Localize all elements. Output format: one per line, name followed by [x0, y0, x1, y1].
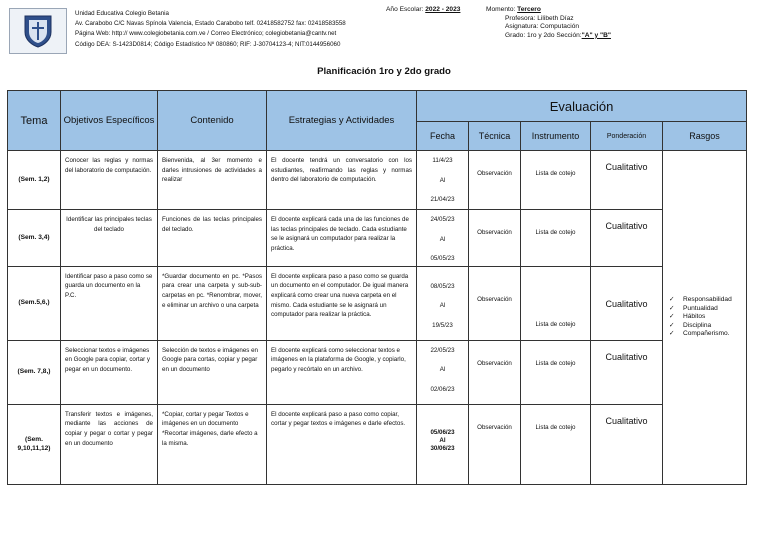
fecha-inicio: 24/05/23 [430, 216, 455, 223]
fecha-inicio: 08/05/23 [430, 282, 455, 290]
tema-cell: (Sem. 3,4) [8, 210, 61, 267]
check-icon: ✓ [669, 296, 675, 304]
check-icon: ✓ [669, 330, 675, 337]
course-info [486, 6, 611, 40]
rasgo-label: Compañerismo. [683, 330, 730, 337]
table-row [8, 151, 747, 210]
check-icon: ✓ [669, 321, 675, 329]
fecha-inicio: 05/06/23 [430, 428, 455, 436]
ponderacion-cell: Cualitativo [591, 404, 663, 484]
fecha-al: Al [439, 366, 446, 374]
school-shield-icon [19, 12, 57, 50]
planning-table [7, 90, 747, 485]
check-icon: ✓ [669, 304, 675, 312]
rasgos-cell [663, 151, 747, 485]
fecha-inicio: 11/4/23 [432, 157, 453, 164]
estrategia-cell: El docente explicará paso a paso como copiar, cortar y pegar textos e imágenes e darle efectos. [267, 404, 417, 484]
school-info [75, 9, 346, 50]
rasgo-item [669, 313, 746, 321]
instrumento-cell: Lista de cotejo [521, 151, 591, 210]
instrumento-cell: Lista de cotejo [521, 404, 591, 484]
school-codes: Código DEA: S-1423D0814; Código Estadístico Nº 080860; RIF: J-30704123-4; NIT:0144956060 [75, 40, 341, 48]
objetivo-cell: Identificar las principales teclas del teclado [61, 210, 158, 267]
tecnica-cell: Observación [469, 151, 521, 210]
tema-cell: (Sem.5,6,) [8, 266, 61, 340]
table-row [8, 266, 747, 340]
fecha-al: Al [439, 302, 446, 310]
school-year-value: 2022 - 2023 [425, 6, 461, 13]
table-row [8, 404, 747, 484]
school-year [386, 6, 460, 13]
page-title: Planificación 1ro y 2do grado [317, 66, 451, 77]
momento [486, 6, 611, 15]
check-icon: ✓ [669, 313, 675, 321]
tecnica-cell: Observación [469, 210, 521, 267]
fecha-cell [417, 340, 469, 404]
fecha-al: Al [439, 436, 446, 444]
objetivo-cell: Transferir textos e imágenes, mediante las acciones de copiar y pegar o cortar y pegar en un documento [61, 404, 158, 484]
header-contenido: Contenido [158, 91, 267, 151]
table-row [8, 340, 747, 404]
tecnica-cell: Observación [469, 404, 521, 484]
ponderacion-cell: Cualitativo [591, 151, 663, 210]
tema-cell: (Sem. 1,2) [8, 151, 61, 210]
contenido-cell: Funciones de las teclas principales del teclado. [158, 210, 267, 267]
asignatura: Asignatura: Computación [505, 23, 580, 31]
instrumento-cell: Lista de cotejo [521, 210, 591, 267]
fecha-al: Al [439, 176, 446, 184]
contenido-cell: *Guardar documento en pc. *Pasos para crear una carpeta y sub-sub-carpetas en pc. *Renombrar, mover, e eliminar un archivo o una carpeta [158, 266, 267, 340]
header-estrategias: Estrategias y Actividades [267, 91, 417, 151]
ponderacion-cell: Cualitativo [591, 210, 663, 267]
estrategia-cell: El docente explicará como seleccionar textos e imágenes en la plataforma de Google, y copiarlo, pegarlo y recórtalo en un archivo. [267, 340, 417, 404]
fecha-fin: 02/06/23 [430, 385, 455, 393]
school-address: Av. Carabobo C/C Navas Spínola Valencia, Estado Carabobo telf. 02418582752 fax: 02418583558 [75, 20, 346, 28]
objetivo-cell: Conocer las reglas y normas del laboratorio de computación. [61, 151, 158, 210]
tema-cell: (Sem. 9,10,11,12) [8, 404, 61, 484]
table-row [8, 210, 747, 267]
estrategia-cell: El docente tendrá un conversatorio con los estudiantes, reafirmando las reglas y normas dentro del laboratorio de computación. [267, 151, 417, 210]
rasgo-item [669, 322, 746, 330]
tecnica-cell: Observación [469, 340, 521, 404]
fecha-cell [417, 404, 469, 484]
school-web: Página Web: http:// www.colegiobetania.com.ve / Correo Electrónico; colegiobetania@cantv.net [75, 30, 337, 38]
rasgo-label: Hábitos [683, 313, 706, 321]
rasgo-label: Puntualidad [683, 304, 718, 312]
fecha-fin: 21/04/23 [430, 196, 455, 204]
header-objetivos: Objetivos Específicos [61, 91, 158, 151]
fecha-cell [417, 210, 469, 267]
tema-cell: (Sem. 7,8,) [8, 340, 61, 404]
rasgo-item [669, 296, 746, 304]
school-logo [9, 8, 67, 54]
momento-value: Tercero [517, 6, 541, 13]
rasgo-item [669, 305, 746, 313]
ponderacion-cell: Cualitativo [591, 266, 663, 340]
header-evaluacion: Evaluación [417, 91, 747, 122]
fecha-fin: 19/5/23 [432, 321, 453, 329]
estrategia-cell: El docente explicará cada una de las funciones de las teclas principales de teclado. Cada estudiante se le asignará un computador para realizar la práctica. [267, 210, 417, 267]
school-name: Unidad Educativa Colegio Betania [75, 10, 169, 17]
planning-table-wrap [7, 90, 746, 485]
estrategia-cell: El docente explicara paso a paso como se guarda un documento en el computador. De igual manera explicará como crear una nueva carpeta en el mismo. Cada estudiante se le asignará un computador para realizar la práctica. [267, 266, 417, 340]
tecnica-cell: Observación [469, 266, 521, 340]
header-tema: Tema [8, 91, 61, 151]
fecha-fin: 30/06/23 [430, 444, 455, 452]
objetivo-cell: Seleccionar textos e imágenes en Google para copiar, cortar y pegar en un documento. [61, 340, 158, 404]
rasgo-item [669, 330, 746, 338]
header-rasgos: Rasgos [663, 122, 747, 151]
grado-label: Grado: 1ro y 2do Sección: [505, 31, 582, 39]
school-year-label: Año Escolar: [386, 6, 424, 13]
fecha-al: Al [439, 235, 446, 243]
header-ponderacion: Ponderación [591, 122, 663, 151]
fecha-inicio: 22/05/23 [430, 346, 455, 354]
fecha-cell [417, 151, 469, 210]
instrumento-cell: Lista de cotejo [521, 266, 591, 340]
contenido-cell: Selección de textos e imágenes en Google para cortas, copiar y pegar en un documento [158, 340, 267, 404]
ponderacion-cell: Cualitativo [591, 340, 663, 404]
rasgo-label: Disciplina [683, 321, 712, 329]
seccion-value: "A" y "B" [581, 31, 611, 39]
header-tecnica: Técnica [469, 122, 521, 151]
fecha-cell [417, 266, 469, 340]
header-instrumento: Instrumento [521, 122, 591, 151]
fecha-fin: 05/05/23 [430, 255, 455, 263]
momento-label: Momento: [486, 6, 516, 13]
grado [486, 32, 611, 41]
profesora: Profesora: Lilibeth Díaz [505, 14, 574, 22]
objetivo-cell: Identificar paso a paso como se guarda un documento en la P.C. [61, 266, 158, 340]
rasgo-label: Responsabilidad [683, 296, 732, 304]
header-fecha: Fecha [417, 122, 469, 151]
instrumento-cell: Lista de cotejo [521, 340, 591, 404]
contenido-cell: Bienvenida, al 3er momento e darles intrusiones de actividades a realizar [158, 151, 267, 210]
contenido-cell: *Copiar, cortar y pegar Textos e imágenes en un documento *Recortar imágenes, darle efecto a la misma. [158, 404, 267, 484]
